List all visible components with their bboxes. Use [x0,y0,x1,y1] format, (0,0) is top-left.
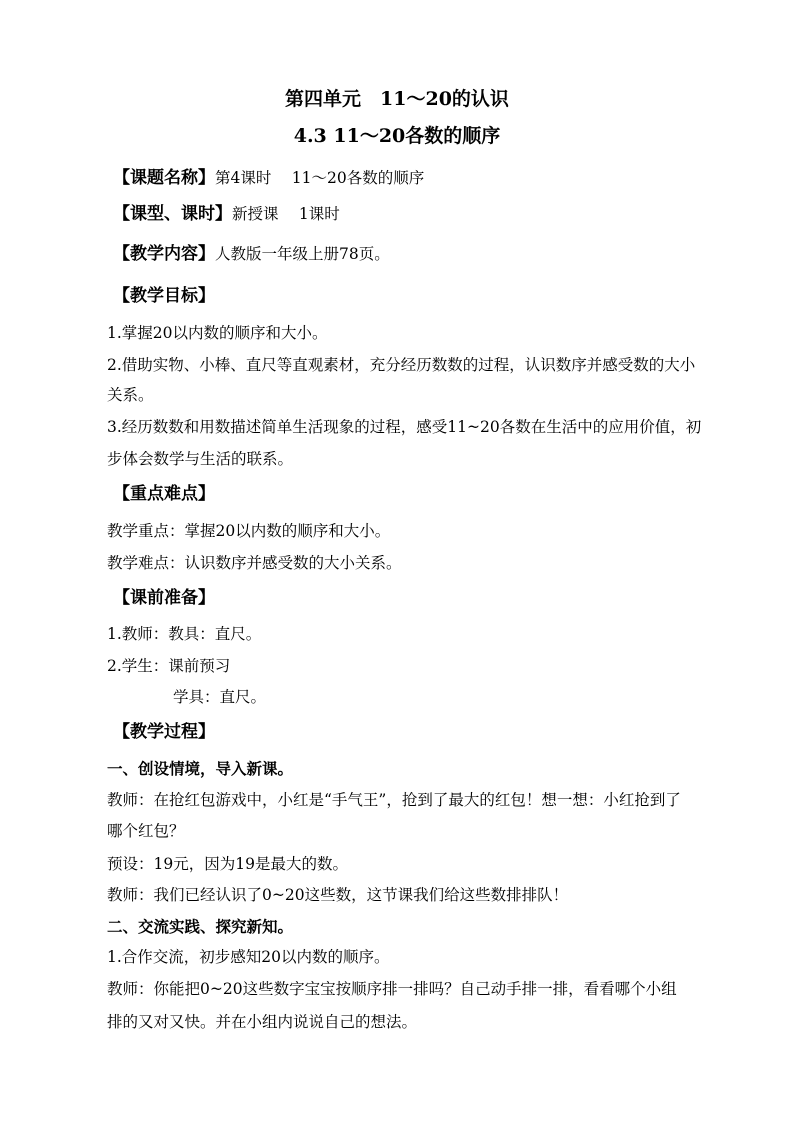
unit-title: 第四单元 11～20的认识 [285,88,509,110]
goal-item-2-line-1: 2.借助实物、小棒、直尺等直观素材，充分经历数数的过程，认识数序并感受数的大小 [107,356,696,374]
goal-item-2-line-2: 关系。 [107,386,154,404]
preparation-student: 2.学生：课前预习 [107,657,231,675]
lesson-name-row [113,167,424,189]
process-p3: 教师：我们已经认识了0~20这些数，这节课我们给这些数排排队！ [107,886,569,904]
process-p2: 预设：19元，因为19是最大的数。 [107,855,348,873]
goal-item-1: 1.掌握20以内数的顺序和大小。 [107,324,328,342]
lesson-content-row [113,243,390,265]
goal-item-3-line-1: 3.经历数数和用数描述简单生活现象的过程，感受11~20各数在生活中的应用价值，初 [107,418,702,436]
teaching-difficulty: 教学难点：认识数序并感受数的大小关系。 [107,554,402,572]
lesson-type-label: 【课型、课时】 [113,204,232,224]
process-section-2: 二、交流实践、探究新知。 [107,917,294,936]
teaching-focus: 教学重点：掌握20以内数的顺序和大小。 [107,522,391,540]
lesson-content-value: 人教版一年级上册78页。 [215,245,390,263]
process-p1-line-1: 教师：在抢红包游戏中，小红是“手气王”，抢到了最大的红包！想一想：小红抢到了 [107,791,681,809]
preparation-heading: 【课前准备】 [113,588,215,608]
process-section-1: 一、创设情境，导入新课。 [107,759,294,778]
process-p4-line-2: 排的又对又快。并在小组内说说自己的想法。 [107,1013,418,1031]
lesson-type-value: 新授课 1课时 [232,205,340,223]
process-sub-1: 1.合作交流，初步感知20以内数的顺序。 [107,948,390,966]
process-p4-line-1: 教师：你能把0~20这些数字宝宝按顺序排一排吗？自己动手排一排，看看哪个小组 [107,980,677,998]
preparation-student-tools: 学具：直尺。 [173,688,267,706]
lesson-title: 4.3 11～20各数的顺序 [293,125,501,147]
goal-item-3-line-2: 步体会数学与生活的联系。 [107,450,294,468]
process-p1-line-2: 哪个红包？ [107,822,185,840]
lesson-type-row [113,203,340,225]
lesson-content-label: 【教学内容】 [113,244,215,264]
goals-heading: 【教学目标】 [113,286,215,306]
preparation-teacher: 1.教师：教具：直尺。 [107,625,262,643]
process-heading: 【教学过程】 [113,722,215,742]
lesson-name-label: 【课题名称】 [113,168,215,188]
key-points-heading: 【重点难点】 [113,484,215,504]
lesson-name-value: 第4课时 11～20各数的顺序 [215,169,425,187]
